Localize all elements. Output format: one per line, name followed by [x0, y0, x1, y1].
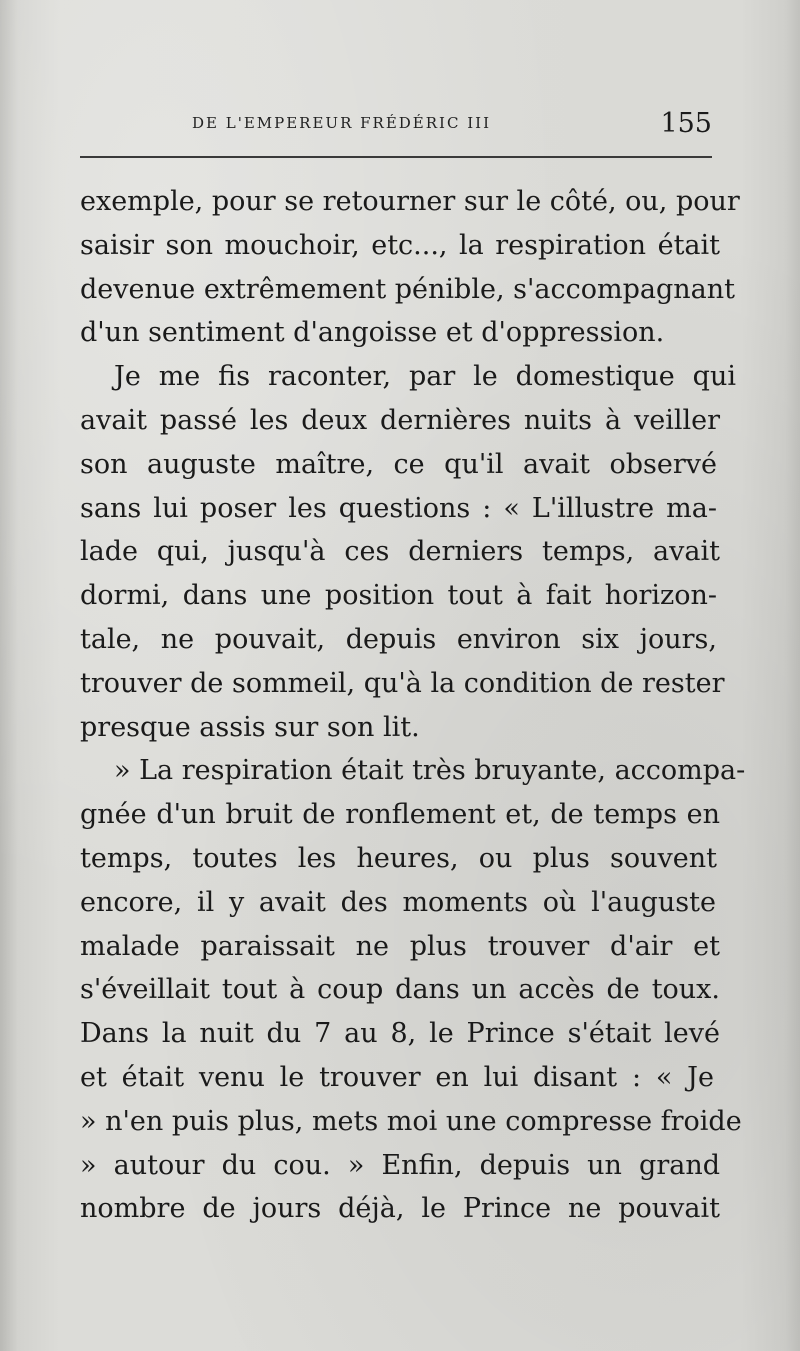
text-line: s'éveillait tout à coup dans un accès de toux. — [80, 974, 720, 1006]
text-line: sans lui poser les questions : « L'illustre ma- — [80, 492, 717, 524]
text-line: dormi, dans une position tout à fait horizon- — [80, 580, 717, 612]
body-text — [80, 180, 746, 1231]
running-head — [192, 108, 712, 144]
text-line: gnée d'un bruit de ronflement et, de temps en — [80, 799, 720, 831]
text-line: Je me fis raconter, par le domestique qui — [114, 361, 736, 393]
text-line: malade paraissait ne plus trouver d'air et — [80, 930, 720, 962]
text-line: temps, toutes les heures, ou plus souvent — [80, 842, 717, 874]
running-title: DE L'EMPEREUR FRÉDÉRIC III — [192, 114, 491, 132]
text-line: exemple, pour se retourner sur le côté, ou, pour — [80, 186, 740, 217]
text-line: Dans la nuit du 7 au 8, le Prince s'était levé — [80, 1018, 720, 1050]
text-line: » n'en puis plus, mets moi une compresse froide — [80, 1105, 742, 1137]
text-line: » autour du cou. » Enfin, depuis un grand — [80, 1149, 720, 1181]
text-line: » La respiration était très bruyante, accompa- — [114, 755, 746, 787]
text-line: encore, il y avait des moments où l'auguste — [80, 886, 716, 918]
text-line: saisir son mouchoir, etc..., la respiration était — [80, 229, 720, 261]
text-line: lade qui, jusqu'à ces derniers temps, avait — [80, 536, 720, 568]
text-line: et était venu le trouver en lui disant : « Je — [80, 1061, 714, 1093]
text-line: tale, ne pouvait, depuis environ six jours, — [80, 623, 717, 655]
page-number: 155 — [660, 108, 712, 139]
text-line: d'un sentiment d'angoisse et d'oppression. — [80, 317, 665, 349]
text-line: son auguste maître, ce qu'il avait observé — [80, 448, 717, 480]
header-rule — [80, 156, 712, 158]
text-line: presque assis sur son lit. — [80, 711, 420, 743]
text-line: devenue extrêmement pénible, s'accompagnant — [80, 273, 735, 305]
text-line: nombre de jours déjà, le Prince ne pouvait — [80, 1193, 720, 1225]
text-line: avait passé les deux dernières nuits à veiller — [80, 404, 720, 436]
text-line: trouver de sommeil, qu'à la condition de rester — [80, 667, 725, 699]
